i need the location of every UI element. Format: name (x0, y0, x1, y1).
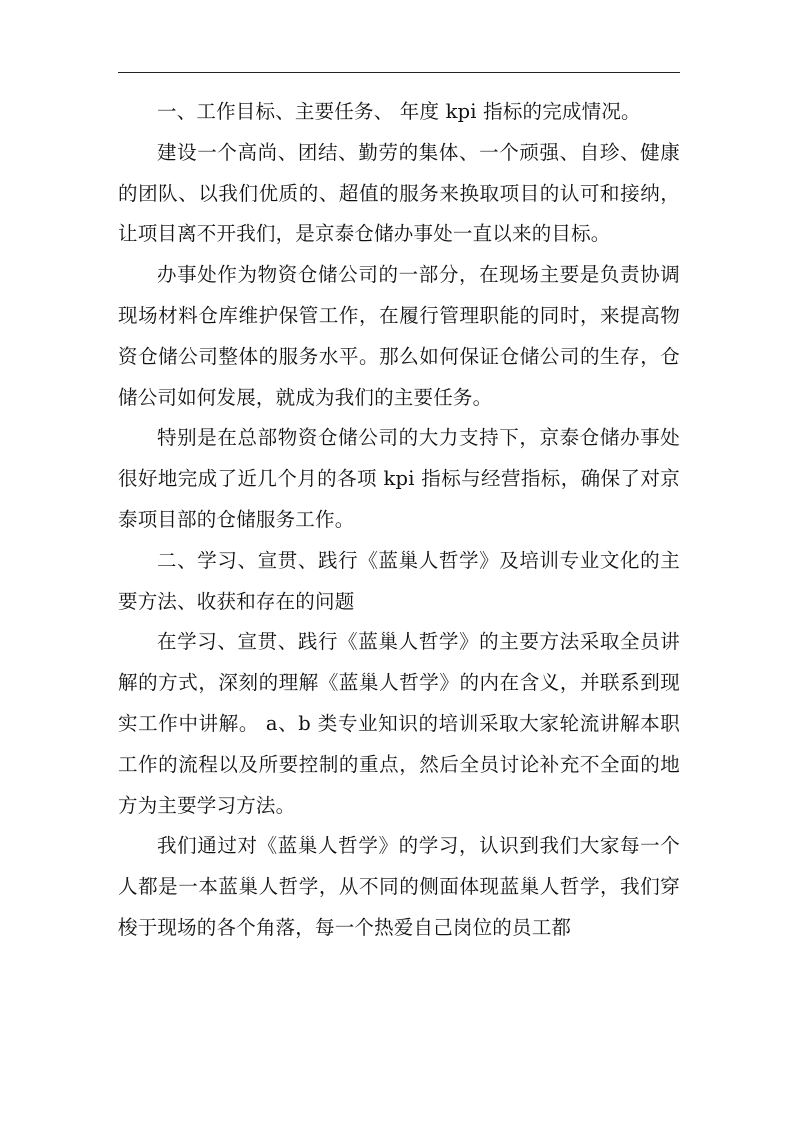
paragraph-task: 办事处作为物资仓储公司的一部分，在现场主要是负责协调现场材料仓库维护保管工作，在履行管理职能的同时，来提高物资仓储公司整体的服务水平。那么如何保证仓储公司的生存，仓储公司如何发展，就成为我们的主要任务。 (118, 263, 680, 409)
document-body (118, 92, 680, 949)
paragraph-goal: 建设一个高尚、团结、勤劳的集体、一个顽强、自珍、健康的团队、以我们优质的、超值的服务来换取项目的认可和接纳，让项目离不开我们，是京泰仓储办事处一直以来的目标。 (118, 140, 680, 246)
paragraph-method: 在学习、宣贯、践行《蓝巢人哲学》的主要方法采取全员讲解的方式，深刻的理解《蓝巢人哲学》的内在含义，并联系到现实工作中讲解。 a、b 类专业知识的培训采取大家轮流讲解本职工作的流程以及所要控制的重点，然后全员讨论补充不全面的地方为主要学习方法。 (118, 630, 680, 817)
section-heading-2: 二、学习、宣贯、践行《蓝巢人哲学》及培训专业文化的主要方法、收获和存在的问题 (118, 548, 680, 613)
section-heading-1: 一、工作目标、主要任务、 年度 kpi 指标的完成情况。 (157, 100, 641, 123)
paragraph-kpi: 特别是在总部物资仓储公司的大力支持下，京泰仓储办事处很好地完成了近几个月的各项 kpi 指标与经营指标，确保了对京泰项目部的仓储服务工作。 (118, 426, 680, 531)
header-rule (118, 72, 680, 73)
paragraph-learning: 我们通过对《蓝巢人哲学》的学习，认识到我们大家每一个人都是一本蓝巢人哲学，从不同的侧面体现蓝巢人哲学，我们穿梭于现场的各个角落，每一个热爱自己岗位的员工都 (118, 834, 680, 939)
